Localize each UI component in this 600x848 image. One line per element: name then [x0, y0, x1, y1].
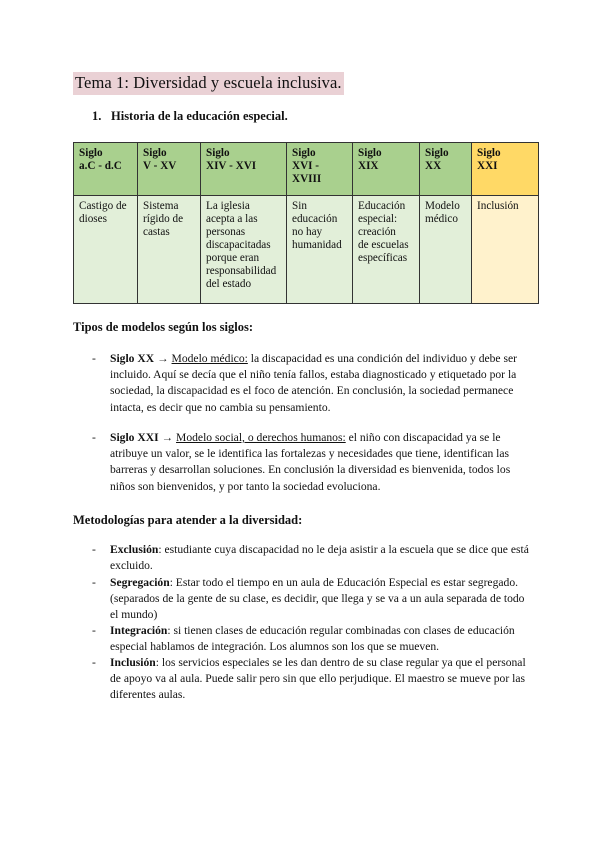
- section-heading-history: [92, 109, 288, 124]
- list-item: - Siglo XXI → Modelo social, o derechos humanos: el niño con discapacidad ya se le atribuye un valor, se le identifica las fortalezas y necesidades que tiene, identifican las barreras y desarrollan soluciones. En conclusión la diversidad es bienvenida, todos los niños son bienvenidos, y por tanto la sociedad evoluciona.: [92, 431, 511, 493]
- table-cell: Inclusión: [472, 196, 539, 304]
- list-item: - Exclusión: estudiante cuya discapacidad no le deja asistir a la escuela que se dice que está excluido.: [92, 543, 529, 573]
- table-cell: Sistema rígido de castas: [138, 196, 201, 304]
- list-item: - Siglo XX → Modelo médico: la discapacidad es una condición del individuo y debe ser incluido. Aquí se decía que el niño tenía fallos, estaba diagnosticado y etiquetado por la sociedad, la discapacidad es el foco de atención. En conclusión, la sociedad permanece intacta, es decir que no cambia su pensamiento.: [92, 352, 517, 414]
- table-cell: Sin educación no hay humanidad: [287, 196, 353, 304]
- section-number: 1.: [92, 109, 102, 123]
- table-row: [74, 196, 539, 304]
- section-title: Historia de la educación especial.: [111, 109, 288, 123]
- header-cell: Siglo XVI - XVIII: [287, 143, 353, 196]
- list-item: - Segregación: Estar todo el tiempo en un aula de Educación Especial es estar segregado. (separados de la gente de su clase, es decidir, que llega y se va a un aula separada de todo el mundo): [92, 576, 525, 622]
- header-cell: Siglo XIV - XVI: [201, 143, 287, 196]
- header-cell: Siglo XXI: [472, 143, 539, 196]
- models-heading: Tipos de modelos según los siglos:: [73, 320, 254, 334]
- list-item: - Integración: si tienen clases de educación regular combinadas con clases de educación especial hablamos de integración. Los alumnos son los que se mueven.: [92, 624, 515, 654]
- header-cell: Siglo V - XV: [138, 143, 201, 196]
- table-cell: Modelo médico: [420, 196, 472, 304]
- table-header-row: [74, 143, 539, 196]
- table-cell: Educación especial: creación de escuelas específicas: [353, 196, 420, 304]
- document-title-wrap: [73, 72, 344, 95]
- header-cell: Siglo XX: [420, 143, 472, 196]
- list-item: - Inclusión: los servicios especiales se les dan dentro de su clase regular ya que el personal de apoyo va al aula. Puede salir pero sin que ello perjudique. El maestro se mueve por las diferentes aulas.: [92, 656, 526, 702]
- document-title: Tema 1: Diversidad y escuela inclusiva.: [73, 72, 344, 95]
- header-cell: Siglo XIX: [353, 143, 420, 196]
- history-table: [73, 142, 539, 304]
- table-cell: Castigo de dioses: [74, 196, 138, 304]
- table-cell: La iglesia acepta a las personas discapacitadas porque eran responsabilidad del estado: [201, 196, 287, 304]
- methods-heading: Metodologías para atender a la diversidad:: [73, 513, 303, 527]
- header-cell: Siglo a.C - d.C: [74, 143, 138, 196]
